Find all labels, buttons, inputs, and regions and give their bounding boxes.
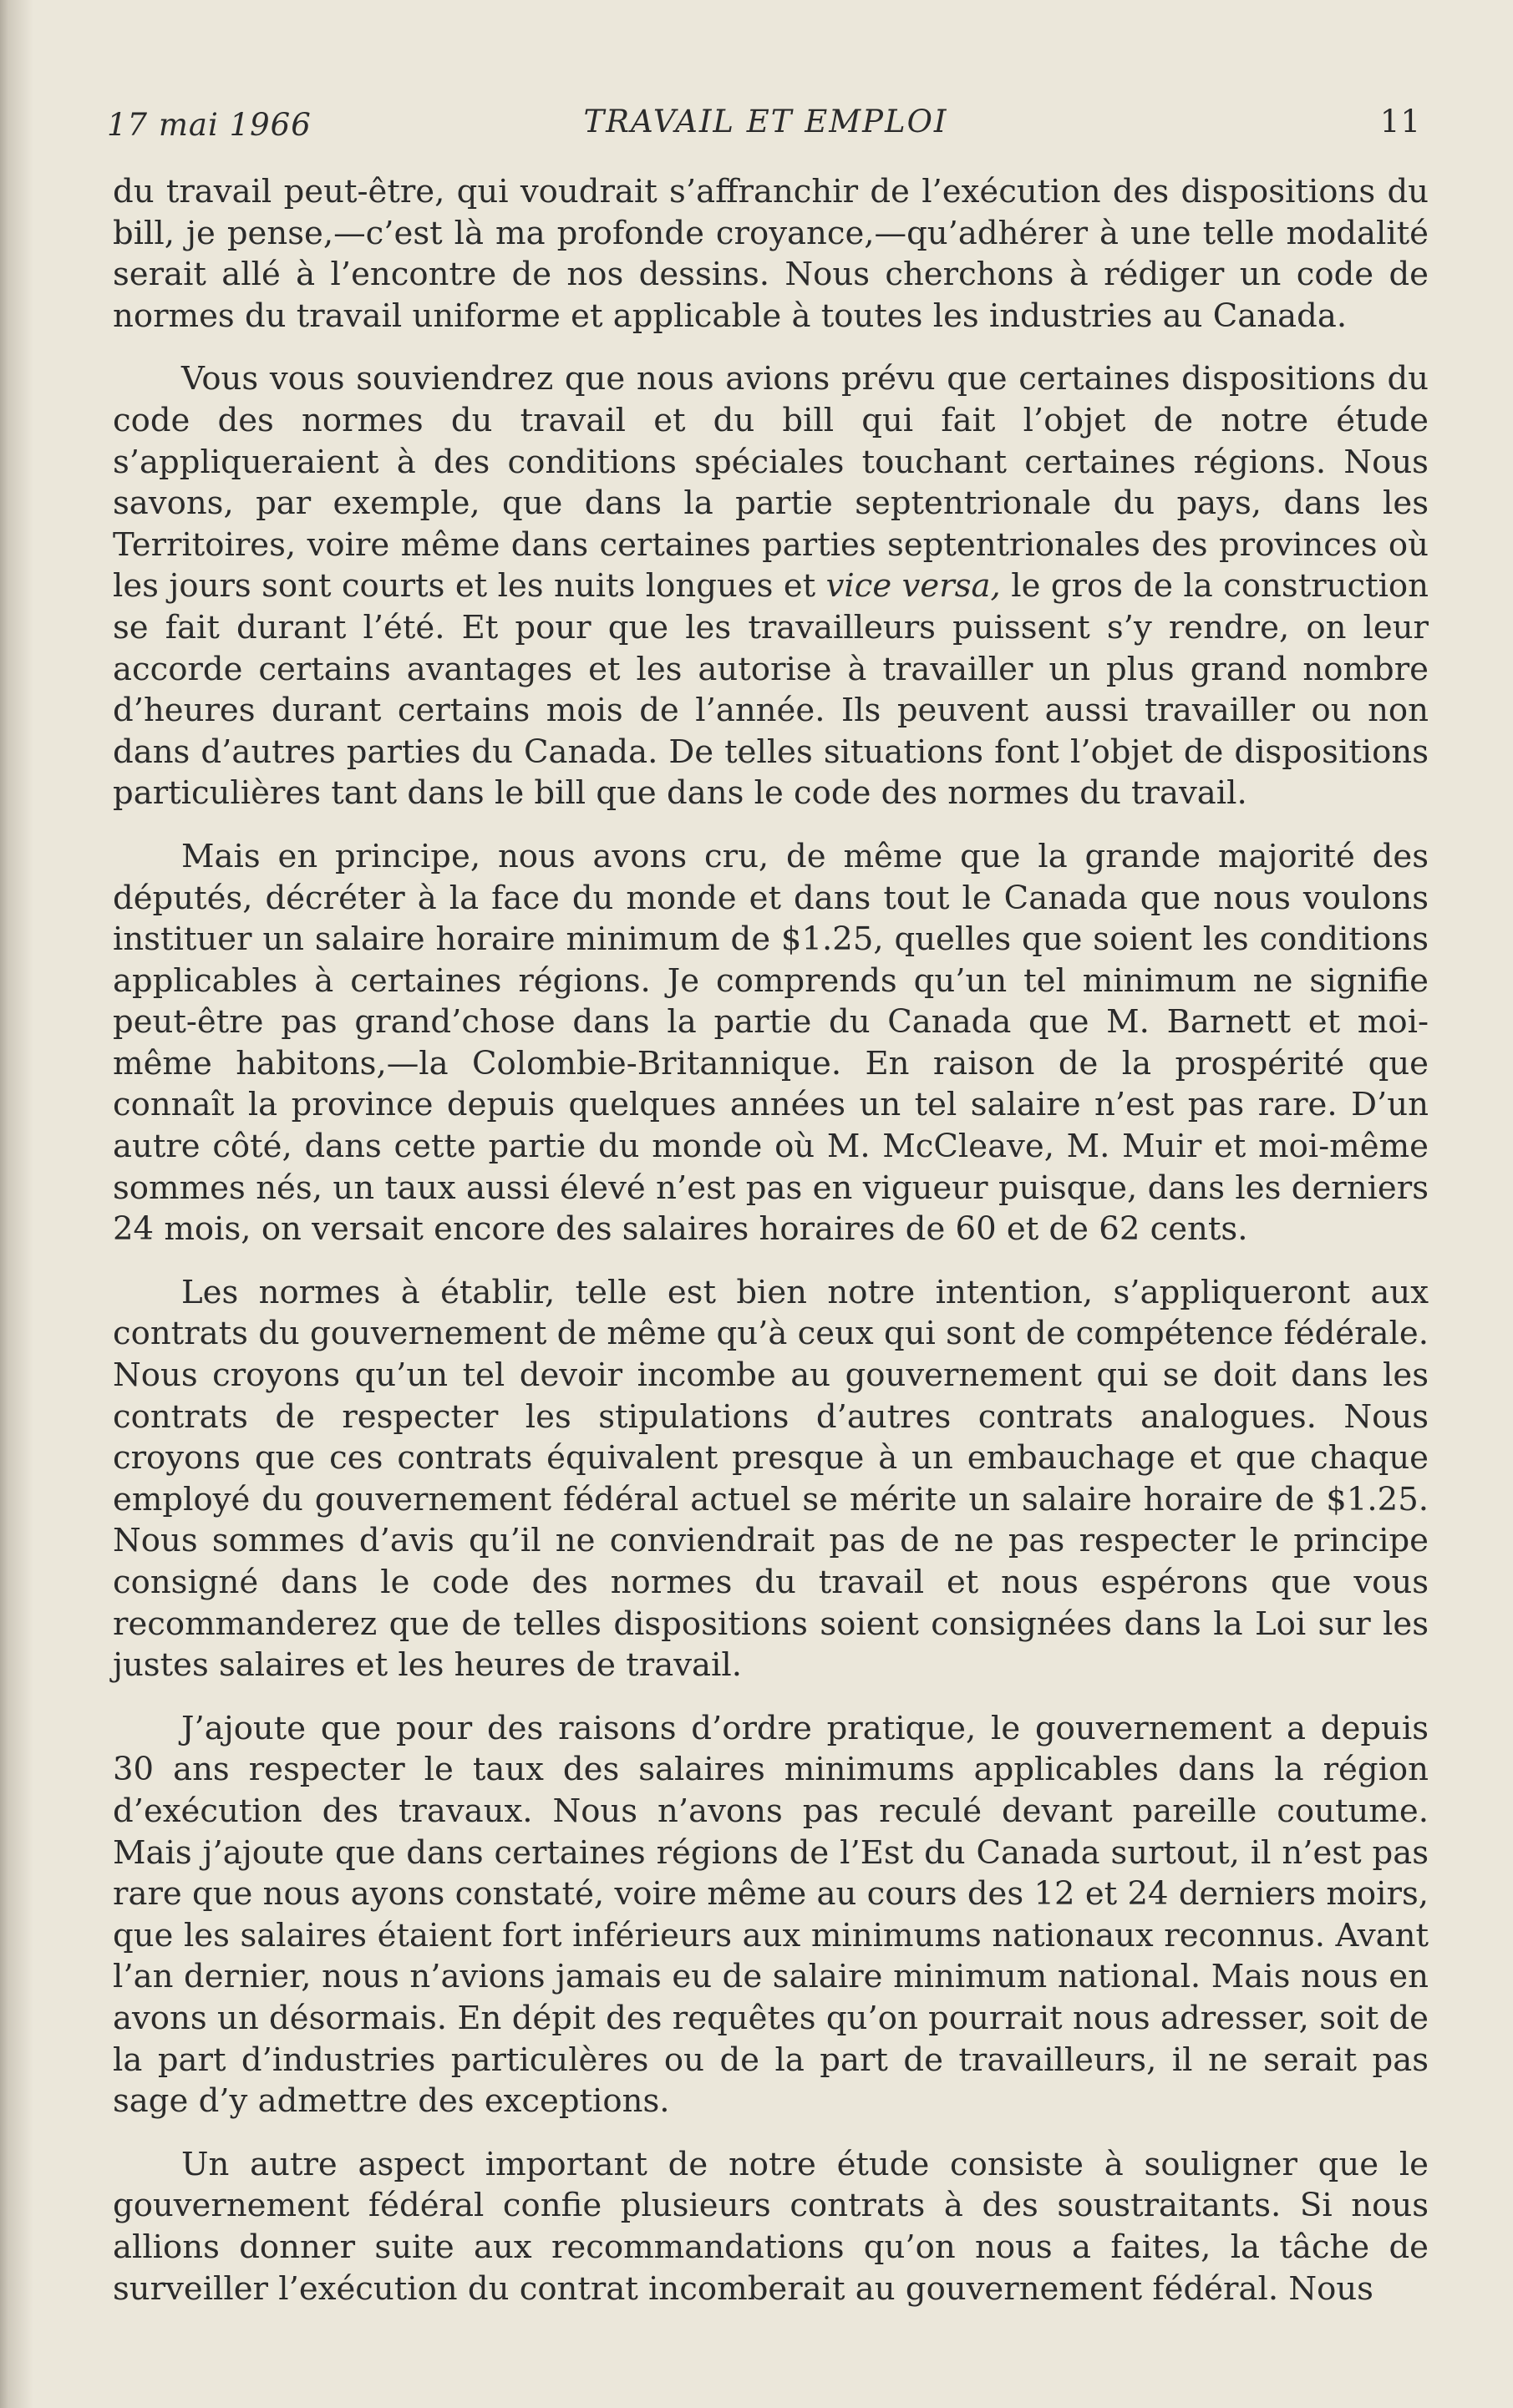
- running-header: [107, 99, 1424, 149]
- paragraph-5: J’ajoute que pour des raisons d’ordre pratique, le gouvernement a depuis 30 ans respecter le taux des salaires minimums applicables dans la région d’exécution des travaux. Nous n’avons pas reculé devant pareille coutume. Mais j’ajoute que dans certaines régions de l’Est du Canada surtout, il n’est pas rare que nous ayons constaté, voire même au cours des 12 et 24 derniers moirs, que les salaires étaient fort inférieurs aux minimums nationaux reconnus. Avant l’an dernier, nous n’avions jamais eu de salaire minimum national. Mais nous en avons un désormais. En dépit des requêtes qu’on pourrait nous adresser, soit de la part d’industries particulères ou de la part de travailleurs, il ne serait pas sage d’y admettre des exceptions.: [113, 1709, 1429, 2121]
- header-date: 17 mai 1966: [107, 107, 312, 143]
- header-title: TRAVAIL ET EMPLOI: [583, 104, 948, 139]
- paragraph-6: Un autre aspect important de notre étude consiste à souligner que le gouvernement fédéral confie plusieurs contrats à des soustraitants. Si nous allions donner suite aux recommandations qu’on nous a faites, la tâche de surveiller l’exécution du contrat incomberait au gouvernement fédéral. Nous: [113, 2145, 1429, 2308]
- paragraph-1: du travail peut-être, qui voudrait s’affranchir de l’exécution des dispositions du bill, je pense,—c’est là ma profonde croyance,—qu’adhérer à une telle modalité serait allé à l’encontre de nos dessins. Nous cherchons à rédiger un code de normes du travail uniforme et applicable à toutes les industries au Canada.: [113, 173, 1429, 335]
- body-text: [113, 171, 1429, 2309]
- paragraph-2-italic: vice versa,: [825, 567, 1001, 606]
- paragraph-2-part-1: Vous vous souviendrez que nous avions prévu que certaines dispositions du code des normes du travail et du bill qui fait l’objet de notre étude s’appliqueraient à des conditions spéciales touchant certaines régions. Nous savons, par exemple, que dans la partie septentrionale du pays, dans les Territoires, voire même dans certaines parties septentrionales des provinces où les jours sont courts et les nuits longues et: [113, 360, 1429, 606]
- paragraph-4: Les normes à établir, telle est bien notre intention, s’appliqueront aux contrats du gouvernement de même qu’à ceux qui sont de compétence fédérale. Nous croyons qu’un tel devoir incombe au gouvernement qui se doit dans les contrats de respecter les stipulations d’autres contrats analogues. Nous croyons que ces contrats équivalent presque à un embauchage et que chaque employé du gouvernement fédéral actuel se mérite un salaire horaire de $1.25. Nous sommes d’avis qu’il ne conviendrait pas de ne pas respecter le principe consigné dans le code des normes du travail et nous espérons que vous recommanderez que de telles dispositions soient consignées dans la Loi sur les justes salaires et les heures de travail.: [113, 1273, 1429, 1685]
- paragraph-2-part-2: le gros de la construction se fait durant l’été. Et pour que les travailleurs puissent s’y rendre, on leur accorde certains avantages et les autorise à travailler un plus grand nombre d’heures durant certains mois de l’année. Ils peuvent aussi travailler ou non dans d’autres parties du Canada. De telles situations font l’objet de dispositions particulières tant dans le bill que dans le code des normes du travail.: [113, 567, 1429, 813]
- paragraph-2: [113, 358, 1429, 814]
- page-number: 11: [1379, 104, 1421, 139]
- paragraph-3: Mais en principe, nous avons cru, de même que la grande majorité des députés, décréter à la face du monde et dans tout le Canada que nous voulons instituer un salaire horaire minimum de $1.25, quelles que soient les conditions applicables à certaines régions. Je comprends qu’un tel minimum ne signifie peut-être pas grand’chose dans la partie du Canada que M. Barnett et moi-même habitons,—la Colombie-Britannique. En raison de la prospérité que connaît la province depuis quelques années un tel salaire n’est pas rare. D’un autre côté, dans cette partie du monde où M. McCleave, M. Muir et moi-même sommes nés, un taux aussi élevé n’est pas en vigueur puisque, dans les derniers 24 mois, on versait encore des salaires horaires de 60 et de 62 cents.: [113, 837, 1429, 1249]
